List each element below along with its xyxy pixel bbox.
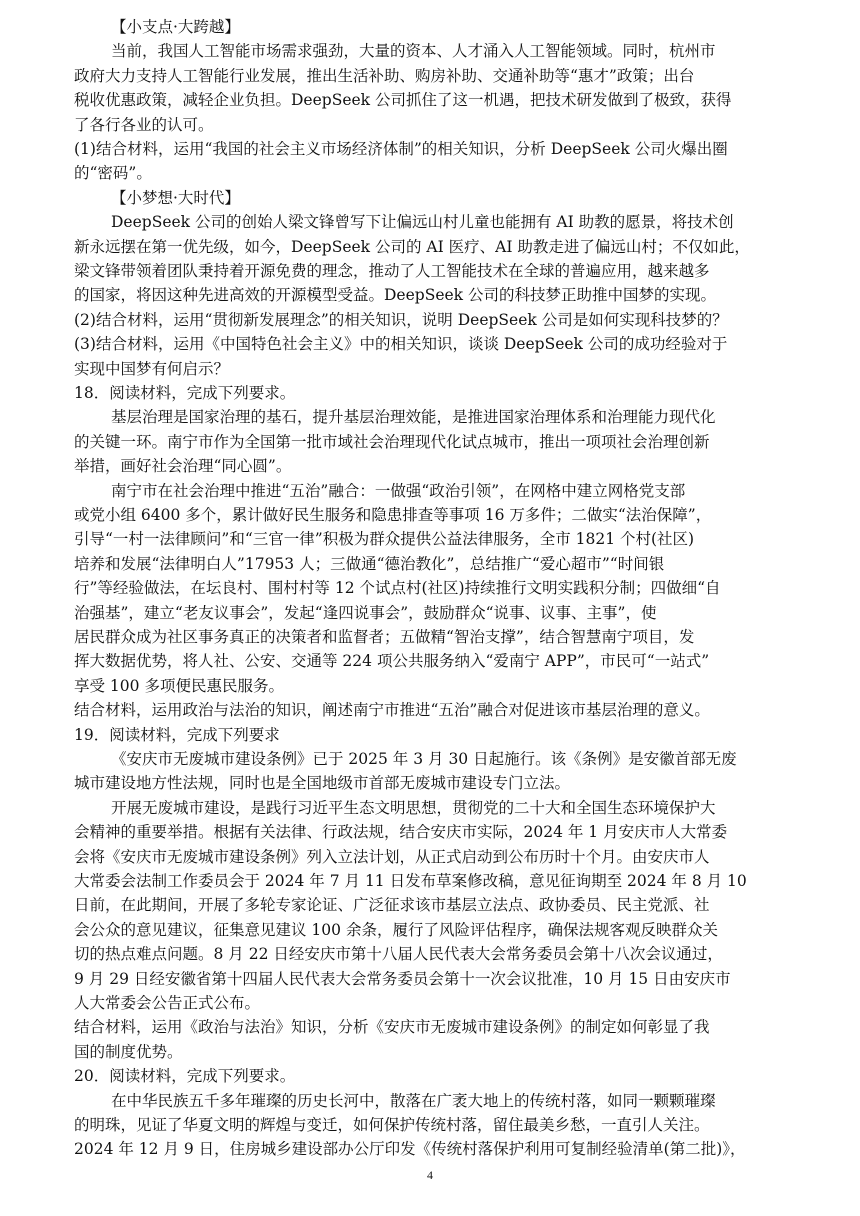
text-line: 开展无废城市建设，是践行习近平生态文明思想，贯彻党的二十大和全国生态环境保护大 [111,798,716,817]
text-line: (2)结合材料，运用“贯彻新发展理念”的相关知识，说明 DeepSeek 公司是如何实现科技梦的？ [74,310,728,329]
text-line: 会精神的重要举措。根据有关法律、行政法规，结合安庆市实际，2024 年 1 月安庆市人大常委 [74,823,728,842]
text-line: 实现中国梦有何启示？ [74,359,230,378]
text-line: 20．阅读材料，完成下列要求。 [74,1067,296,1086]
text-line: 引导“一村一法律顾问”和“三官一律”积极为群众提供公益法律服务，全市 1821 个村(社区) [74,530,695,549]
text-line: 结合材料，运用《政治与法治》知识，分析《安庆市无废城市建设条例》的制定如何彰显了我 [74,1018,710,1037]
text-line: 享受 100 多项便民惠民服务。 [74,676,284,695]
text-line: 居民群众成为社区事务真正的决策者和监督者；五做精“智治支撑”，结合智慧南宁项目，发 [74,628,695,646]
text-line: 大常委会法制工作委员会于 2024 年 7 月 11 日发布草案修改稿，意见征询期至 2024 年 8 月 10 [74,872,747,890]
text-line: 《安庆市无废城市建设条例》已于 2025 年 3 月 30 日起施行。该《条例》是安徽首部无废 [111,750,737,768]
text-line: 的关键一环。南宁市作为全国第一批市域社会治理现代化试点城市，推出一项项社会治理创新 [74,432,710,451]
text-line: 的“密码”。 [74,164,152,183]
text-line: 政府大力支持人工智能行业发展，推出生活补助、购房补助、交通补助等“惠才”政策；出台 [74,66,695,85]
text-line: 在中华民族五千多年璀璨的历史长河中，散落在广袤大地上的传统村落，如同一颗颗璀璨 [111,1091,716,1110]
text-line: 治强基”，建立“老友议事会”，发起“逢四说事会”，鼓励群众“说事、议事、主事”，使 [74,603,657,622]
text-line: 的国家，将因这种先进高效的开源模型受益。DeepSeek 公司的科技梦正助推中国梦的实现。 [74,286,716,305]
text-line: 南宁市在社会治理中推进“五治”融合：一做强“政治引领”，在网格中建立网格党支部 [111,481,686,500]
text-line: 城市建设地方性法规，同时也是全国地级市首部无废城市建设专门立法。 [74,774,571,793]
text-line: DeepSeek 公司的创始人梁文锋曾写下让偏远山村儿童也能拥有 AI 助教的愿景，将技术创 [111,213,734,232]
text-line: 【小梦想·大时代】 [111,188,240,207]
text-line: 了各行各业的认可。 [74,115,214,134]
page-number: 4 [427,1168,433,1182]
text-line: 【小支点·大跨越】 [111,18,240,36]
text-line: 梁文锋带领着团队秉持着开源免费的理念，推动了人工智能技术在全球的普遍应用，越来越多 [74,262,710,280]
text-line: 会将《安庆市无废城市建设条例》列入立法计划，从正式启动到公布历时十个月。由安庆市人 [74,847,710,866]
text-line: 9 月 29 日经安徽省第十四届人民代表大会常务委员会第十一次会议批准，10 月 15 日由安庆市 [74,969,731,988]
text-line: 的明珠，见证了华夏文明的辉煌与变迁，如何保护传统村落，留住最美乡愁，一直引人关注。 [74,1116,710,1134]
text-line: 国的制度优势。 [74,1042,183,1061]
text-line: 结合材料，运用政治与法治的知识，阐述南宁市推进“五治”融合对促进该市基层治理的意义。 [74,701,710,720]
text-line: 19．阅读材料，完成下列要求 [74,725,280,744]
text-line: 人大常委会公告正式公布。 [74,994,261,1012]
text-line: 行”等经验做法，在坛良村、围村村等 12 个试点村(社区)持续推行文明实践积分制；四做细“自 [74,579,721,598]
text-line: 挥大数据优势，将人社、公安、交通等 224 项公共服务纳入“爱南宁 APP”，市民可“一站式” [74,652,710,671]
text-line: (3)结合材料，运用《中国特色社会主义》中的相关知识，谈谈 DeepSeek 公司的成功经验对于 [74,335,728,354]
text-line: 会公众的意见建议，征集意见建议 100 余条，履行了风险评估程序，确保法规客观反映群众关 [74,920,718,939]
text-line: 18．阅读材料，完成下列要求。 [74,384,296,402]
text-line: 基层治理是国家治理的基石，提升基层治理效能，是推进国家治理体系和治理能力现代化 [111,408,716,427]
text-line: 举措，画好社会治理“同心圆”。 [74,457,292,476]
text-line: 培养和发展“法律明白人”17953 人；三做通“德治教化”，总结推广“爱心超市”“时间银 [74,554,665,573]
text-line: 税收优惠政策，减轻企业负担。DeepSeek 公司抓住了这一机遇，把技术研发做到了极致，获得 [74,91,732,110]
text-line: 当前，我国人工智能市场需求强劲，大量的资本、人才涌入人工智能领域。同时，杭州市 [111,42,716,61]
text-line: 2024 年 12 月 9 日，住房城乡建设部办公厅印发《传统村落保护利用可复制经验清单(第二批)》， [74,1140,746,1159]
text-line: 切的热点难点问题。8 月 22 日经安庆市第十八届人民代表大会常务委员会第十八次会议通过， [74,945,723,964]
text-line: 新永远摆在第一优先级，如今，DeepSeek 公司的 AI 医疗、AI 助教走进了偏远山村；不仅如此， [74,237,750,256]
text-line: (1)结合材料，运用“我国的社会主义市场经济体制”的相关知识，分析 DeepSeek 公司火爆出圈 [74,140,728,158]
text-line: 日前，在此期间，开展了多轮专家论证、广泛征求该市基层立法点、政协委员、民主党派、社 [74,896,710,915]
text-line: 或党小组 6400 多个，累计做好民生服务和隐患排查等事项 16 万多件；二做实“法治保障”， [74,506,712,524]
